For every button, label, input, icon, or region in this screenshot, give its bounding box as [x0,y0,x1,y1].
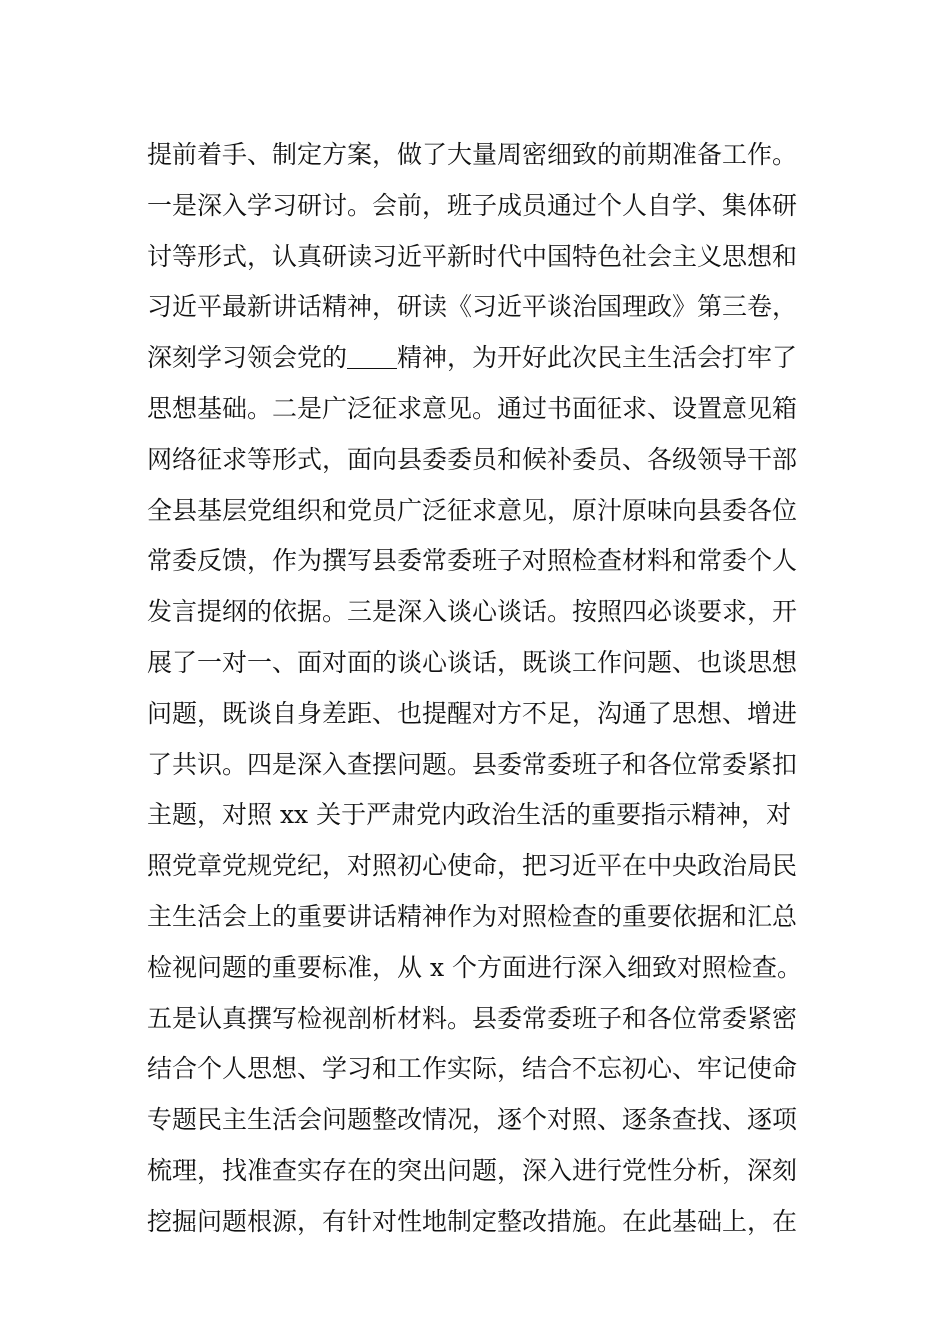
text-line: 问题，既谈自身差距、也提醒对方不足，沟通了思想、增进 [147,698,798,728]
text-line: 讨等形式，认真研读习近平新时代中国特色社会主义思想和 [147,241,798,271]
text-line: 主题，对照 xx 关于严肃党内政治生活的重要指示精神，对 [147,800,792,830]
text-line: 挖掘问题根源，有针对性地制定整改措施。在此基础上，在 [147,1206,798,1236]
text-line: 展了一对一、面对面的谈心谈话，既谈工作问题、也谈思想 [147,647,798,677]
text-line: 梳理，找准查实存在的突出问题，深入进行党性分析，深刻 [147,1155,798,1185]
text-line: 常委反馈，作为撰写县委常委班子对照检查材料和常委个人 [147,546,798,576]
text-line: 提前着手、制定方案，做了大量周密细致的前期准备工作。 [147,140,798,169]
text-line: 检视问题的重要标准，从 x 个方面进行深入细致对照检查。 [147,952,802,982]
text-line: 照党章党规党纪，对照初心使命，把习近平在中央政治局民 [147,851,798,881]
text-line: 结合个人思想、学习和工作实际，结合不忘初心、牢记使命 [147,1054,798,1084]
text-line: 主生活会上的重要讲话精神作为对照检查的重要依据和汇总 [147,901,798,931]
text-line: 专题民主生活会问题整改情况，逐个对照、逐条查找、逐项 [147,1105,798,1135]
text-line: 发言提纲的依据。三是深入谈心谈话。按照四必谈要求，开 [147,597,798,627]
text-line: 一是深入学习研讨。会前，班子成员通过个人自学、集体研 [147,190,798,220]
text-line: 习近平最新讲话精神，研读《习近平谈治国理政》第三卷， [147,292,798,322]
text-line: 深刻学习领会党的＿＿精神，为开好此次民主生活会打牢了 [147,343,798,373]
text-line: 全县基层党组织和党员广泛征求意见，原汁原味向县委各位 [147,495,798,525]
text-line: 思想基础。二是广泛征求意见。通过书面征求、设置意见箱 [147,393,798,423]
text-line: 五是认真撰写检视剖析材料。县委常委班子和各位常委紧密 [147,1003,798,1033]
text-line: 网络征求等形式，面向县委委员和候补委员、各级领导干部 [147,444,798,474]
body-text [147,130,817,1248]
text-line: 了共识。四是深入查摆问题。县委常委班子和各位常委紧扣 [147,749,798,779]
